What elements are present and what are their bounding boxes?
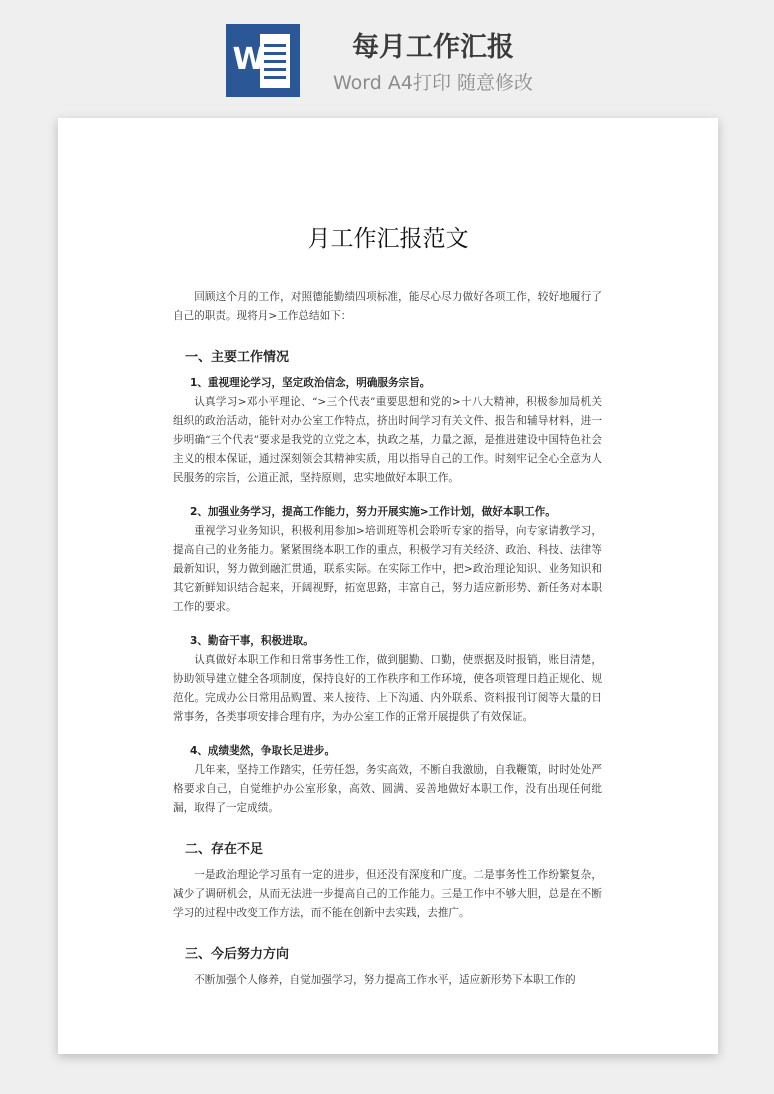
section-heading-2: 二、存在不足 [185, 842, 264, 857]
item-paragraph-3: 认真做好本职工作和日常事务性工作，做到腿勤、口勤，使票据及时报销，账目清楚，协助领导建立健全各项制度，保持良好的工作秩序和工作环境，使各项管理日趋正规化、规范化。完成办公日常用品购置、来人接待、上下沟通、内外联系、资料报刊订阅等大量的日常事务，各类事项安排合理有序，为办公室工作的正常开展提供了有效保证。 [173, 654, 602, 723]
word-document-icon [226, 24, 300, 97]
item-paragraph-4: 几年来，坚持工作踏实，任劳任怨，务实高效，不断自我激励，自我鞭策，时时处处严格要求自己，自觉维护办公室形象，高效、圆满、妥善地做好本职工作，没有出现任何纰漏，取得了一定成绩。 [173, 764, 602, 814]
intro-paragraph: 回顾这个月的工作，对照德能勤绩四项标准，能尽心尽力做好各项工作，较好地履行了自己的职责。现将月>工作总结如下： [173, 291, 602, 322]
logo-line [264, 44, 286, 47]
item-paragraph-1: 认真学习>邓小平理论、“>三个代表”重要思想和党的>十八大精神，积极参加局机关组织的政治活动，能针对办公室工作特点，挤出时间学习有关文件、报告和辅导材料，进一步明确“三个代表”要求是我党的立党之本，执政之基，力量之源，是推进建设中国特色社会主义的根本保证，通过深刻领会其精神实质，用以指导自己的工作。时刻牢记全心全意为人民服务的宗旨，公道正派，坚持原则，忠实地做好本职工作。 [173, 396, 602, 484]
page-header [0, 0, 774, 110]
logo-line [264, 76, 286, 79]
item-heading-2: 2、加强业务学习，提高工作能力，努力开展实施>工作计划，做好本职工作。 [189, 506, 556, 518]
section-heading-1: 一、主要工作情况 [185, 350, 290, 365]
banner-subtitle: Word A4打印 随意修改 [332, 72, 533, 94]
logo-line [264, 68, 286, 71]
logo-letter: W [232, 42, 266, 77]
item-heading-3: 3、勤奋干事，积极进取。 [189, 635, 314, 647]
section3-paragraph: 不断加强个人修养，自觉加强学习，努力提高工作水平，适应新形势下本职工作的 [194, 974, 576, 986]
logo-line [264, 60, 286, 63]
logo-line [264, 52, 286, 55]
section-heading-3: 三、今后努力方向 [185, 947, 290, 962]
document-body [173, 288, 602, 990]
section2-paragraph: 一是政治理论学习虽有一定的进步，但还没有深度和广度。二是事务性工作纷繁复杂，减少了调研机会，从而无法进一步提高自己的工作能力。三是工作中不够大胆，总是在不断学习的过程中改变工作方法，而不能在创新中去实践，去推广。 [173, 869, 602, 919]
item-heading-4: 4、成绩斐然，争取长足进步。 [189, 745, 336, 757]
banner-title: 每月工作汇报 [352, 32, 514, 63]
item-paragraph-2: 重视学习业务知识，积极利用参加>培训班等机会聆听专家的指导，向专家请教学习，提高自己的业务能力。紧紧围绕本职工作的重点，积极学习有关经济、政治、科技、法律等最新知识，努力做到融汇贯通，联系实际。在实际工作中，把>政治理论知识、业务知识和其它新鲜知识结合起来，开阔视野，拓宽思路，丰富自己，努力适应新形势、新任务对本职工作的要求。 [173, 525, 602, 613]
item-heading-1: 1、重视理论学习，坚定政治信念，明确服务宗旨。 [189, 377, 431, 389]
document-page [58, 118, 718, 1054]
document-title: 月工作汇报范文 [307, 226, 469, 252]
